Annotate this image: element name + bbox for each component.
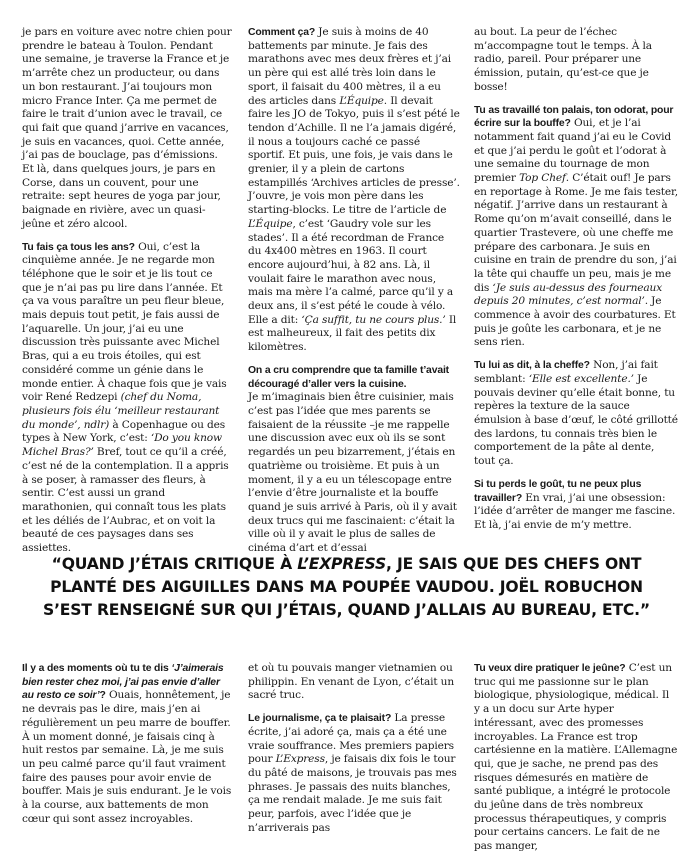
paragraph: Tu fais ça tous les ans? Oui, c’est la cinquième année. Je ne regarde mon téléphone que le soir et je lis tout ce que je n’ai pas pu lire dans l’année. Et ça va vous paraître un peu fleur bleue, mais depuis tout petit, je fais aussi de l’aquarelle. Un jour, j’ai eu une discussion très puissante avec Michel Bras, qui a eu trois étoiles, qui est considéré comme un génie dans le monde entier. À chaque fois que je vais voir René Redzepi (chef du Noma, plusieurs fois élu ‘meilleur restaurant du monde’, ndlr) à Copenhague ou des types à New York, c’est: ‘Do you know Michel Bras?’ Bref, tout ce qu’il a créé, c’est né de la contemplation. Il a appris à se poser, à ramasser des fleurs, à sentir. C’est aussi un grand marathonien, qui connaît tous les plats et les déliés de l’Aubrac, et on voit la beauté de ces paysages dans ses assiettes. [22, 240, 229, 555]
article-column-2 [248, 26, 460, 565]
paragraph: et où tu pouvais manger vietnamien ou philippin. En venant de Lyon, c’était un sacré truc. [248, 662, 455, 702]
paragraph: Si tu perds le goût, tu ne peux plus travailler? En vrai, j’ai une obsession: l’idée d’arrêter de manger me fascine. Et là, j’ai envie de m’y mettre. [474, 478, 676, 531]
article-column-6 [474, 662, 678, 863]
article-column-3 [474, 26, 678, 542]
interview-question: Si tu perds le goût, tu ne peux plus travailler? [474, 478, 642, 504]
paragraph: Tu lui as dit, à la cheffe? Non, j’ai fait semblant: ‘Elle est excellente.’ Je pouvais deviner qu’elle était bonne, tu repères la texture de la sauce émulsion à base d’œuf, le côté grillotté des lardons, tu connais très bien le comportement de la pâte al dente, tout ça. [474, 359, 678, 468]
interview-question: Tu lui as dit, à la cheffe? [474, 360, 590, 372]
interview-question: On a cru comprendre que ta famille t’avait découragé d’aller vers la cuisine. [248, 364, 449, 390]
interview-question: Tu fais ça tous les ans? [22, 241, 135, 253]
paragraph: On a cru comprendre que ta famille t’avait découragé d’aller vers la cuisine. Je m’imaginais bien être cuisinier, mais c’est pas l’idée que mes parents se faisaient de la réussite –je me rappelle une discussion avec eux où ils se sont regardés un peu bizarrement, j’étais en quatrième ou troisième. Et puis à un moment, il y a eu un télescopage entre l’envie d’être journaliste et la bouffe quand je suis arrivé à Paris, où il y avait deux trucs qui me fascinaient: c’était la ville où il y avait le plus de salles de cinéma d’art et d’essai [248, 364, 460, 556]
article-column-4 [22, 662, 232, 835]
article-column-1 [22, 26, 232, 565]
pull-quote: “QUAND J’ÉTAIS CRITIQUE À L’EXPRESS, JE SAIS QUE DES CHEFS ONT PLANTÉ DES AIGUILLES DANS MA POUPÉE VAUDOU. JOËL ROBUCHON S’EST RENSEIGNÉ SUR QUI J’ÉTAIS, QUAND J’ALLAIS AU BUREAU, ETC.” [43, 555, 650, 619]
article-column-5 [248, 662, 460, 844]
interview-question: Comment ça? [248, 27, 316, 38]
paragraph: Tu as travaillé ton palais, ton odorat, pour écrire sur la bouffe? Oui, et je l’ai notamment fait quand j’ai eu le Covid et que j’ai perdu le goût et l’odorat à une semaine du tournage de mon premier Top Chef. C’était ouf! Je pars en reportage à Rome. Je me fais tester, négatif. J’arrive dans un restaurant à Rome qu’on m’avait conseillé, dans le quartier Trastevere, où une cheffe me prépare des carbonara. Je suis en cuisine en train de prendre du son, j’ai la tête qui chauffe un peu, mais je me dis ‘Je suis au-dessus des fourneaux depuis 20 minutes, c’est normal’. Je commence à avoir des courbatures. Et puis je goûte les carbonara, et je ne sens rien. [474, 104, 678, 349]
paragraph: au bout. La peur de l’échec m’accompagne tout le temps. À la radio, pareil. Pour préparer une émission, putain, qu’est-ce que je bosse! [474, 26, 652, 93]
paragraph: Comment ça? Je suis à moins de 40 battements par minute. Je fais des marathons avec mes deux frères et j’ai un père qui est allé très loin dans le sport, il faisait du 400 mètres, il a eu des articles dans L’Équipe. Il devait faire les JO de Tokyo, puis il s’est pété le tendon d’Achille. Il ne l’a jamais digéré, il nous a toujours caché ce passé sportif. Et puis, une fois, je vais dans le grenier, il y a plein de cartons estampillés ‘Archives articles de presse’. J’ouvre, je vois mon père dans les starting-blocks. Le titre de l’article de L’Équipe, c’est ‘Gaudry vole sur les stades’. Il a été recordman de France du 4x400 mètres en 1963. Il court encore aujourd’hui, à 82 ans. Là, il voulait faire le marathon avec nous, mais ma mère l’a calmé, parce qu’il y a deux ans, il s’est pété le coude à vélo. Elle a dit: ‘Ça suffit, tu ne cours plus.’ Il est malheureux, il fait des petits dix kilomètres. [248, 26, 460, 354]
paragraph: je pars en voiture avec notre chien pour prendre le bateau à Toulon. Pendant une semaine, je traverse la France et je m’arrête chez un producteur, ou dans un bon restaurant. J’ai toujours mon micro France Inter. Ça me permet de faire le trait d’union avec le travail, ce qui fait que quand j’arrive en vacances, je suis en vacances, quoi. Cette année, j’ai pas de bouclage, pas d’émissions. Et là, dans quelques jours, je pars en Corse, dans un couvent, pour une retraite: sept heures de yoga par jour, baignade en rivière, avec un quasi-jeûne et zéro alcool. [22, 26, 232, 230]
interview-question: Il y a des moments où tu te dis ‘J’aimerais bien rester chez moi, j’ai pas envie d’aller au resto ce soir’? [22, 663, 224, 702]
interview-question: Le journalisme, ça te plaisait? [248, 713, 392, 725]
paragraph: Le journalisme, ça te plaisait? La presse écrite, j’ai adoré ça, mais ça a été une vraie souffrance. Mes premiers papiers pour L’Express, je faisais dix fois le tour du pâté de maisons, je trouvais pas mes phrases. Je passais des nuits blanches, ça me rendait malade. Je me suis fait peur, parfois, avec l’idée que je n’arriverais pas [248, 712, 457, 834]
paragraph: Tu veux dire pratiquer le jeûne? C’est un truc qui me passionne sur le plan biologique, physiologique, médical. Il y a un docu sur Arte hyper intéressant, avec des promesses incroyables. La France est trop cartésienne en la matière. L’Allemagne qui, que je sache, ne prend pas des risques démesurés en matière de santé publique, a intégré le protocole du jeûne dans de très nombreux processus thérapeutiques, y compris pour certains cancers. Le fait de ne pas manger, [474, 662, 678, 853]
interview-question: Tu veux dire pratiquer le jeûne? [474, 663, 626, 674]
paragraph: Il y a des moments où tu te dis ‘J’aimerais bien rester chez moi, j’ai pas envie d’aller au resto ce soir’? Ouais, honnêtement, je ne devrais pas le dire, mais j’en ai régulièrement un peu marre de bouffer. À un moment donné, je faisais cinq à huit restos par semaine. Là, je me suis un peu calmé parce qu’il faut vraiment faire des pauses pour avoir envie de bouffer. Mais je suis endurant. Je le vois à la course, aux battements de mon cœur qui sont assez incroyables. [22, 663, 232, 825]
interview-question: Tu as travaillé ton palais, ton odorat, pour écrire sur la bouffe? [474, 104, 674, 130]
